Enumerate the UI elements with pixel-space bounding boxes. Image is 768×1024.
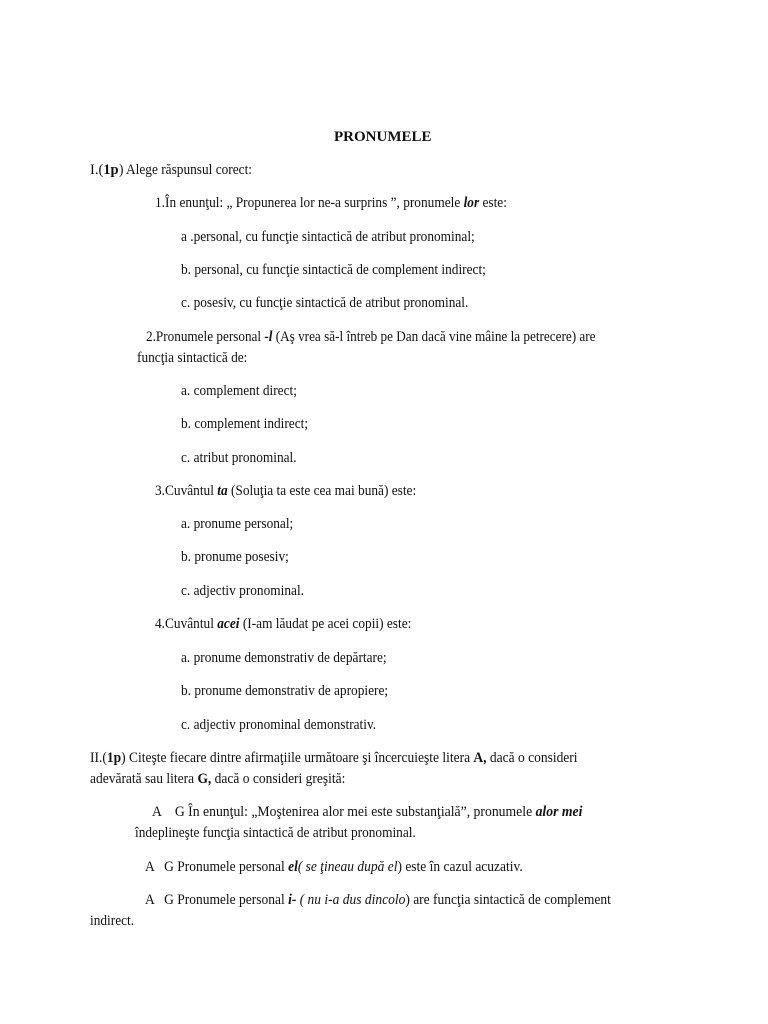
statement-3-suffix: ) are funcţia sintactică de complement [405,892,611,908]
question-3-option-c: c. adjectiv pronominal. [181,583,304,599]
statement-2-text: Pronumele personal [173,859,289,875]
section-2-points: 1p [106,750,122,766]
question-2-keyword: -l [264,329,273,345]
question-4-keyword: acei [217,616,240,632]
statement-2 [145,858,551,876]
question-1-option-a: a .personal, cu funcţie sintactică de atribut pronominal; [181,229,475,245]
question-2-option-c: c. atribut pronominal. [181,450,297,466]
question-4 [155,615,434,633]
question-3-keyword: ta [217,483,228,499]
question-4-suffix: (I-am lăudat pe acei copii) este: [239,616,412,632]
question-1-keyword: lor [463,195,480,211]
statement-3-keyword: i- [288,892,297,908]
statement-2-example: ( se ţineau după el [297,859,398,875]
section-2-line-2-text: adevărată sau litera [90,771,198,787]
question-2 [146,328,640,346]
section-2-line-2-end: dacă o consideri greşită: [211,771,346,787]
statement-3-example: ( nu i-a dus dincolo [296,892,406,908]
statement-2-keyword: el [288,859,298,875]
question-4-option-a: a. pronume demonstrativ de depărtare; [181,650,387,666]
question-1 [155,194,538,212]
question-4-text: 4.Cuvântul [155,616,218,632]
statement-2-ag[interactable]: A G [145,859,174,875]
section-2-instruction: ) Citeşte fiecare dintre afirmaţiile următoare şi încercuieşte litera [121,750,474,766]
statement-1-text: În enunţul: „Moştenirea alor mei este substanţială”, pronumele [184,804,536,820]
section-2-heading [90,749,614,767]
question-1-option-b: b. personal, cu funcţie sintactică de complement indirect; [181,262,486,278]
statement-3-text: Pronumele personal [173,892,289,908]
statement-1 [152,803,692,821]
question-1-suffix: este: [479,195,507,211]
letter-a: A, [473,750,487,766]
question-2-option-a: a. complement direct; [181,383,297,399]
statement-3 [145,891,646,909]
statement-3-ag[interactable]: A G [145,892,174,908]
section-1-heading [90,161,263,179]
statement-1-ag[interactable]: A G [152,804,185,820]
section-1-prefix: I.( [90,162,104,178]
question-4-option-b: b. pronume demonstrativ de apropiere; [181,683,389,699]
statement-2-suffix: ) este în cazul acuzativ. [397,859,523,875]
page-title: PRONUMELE [334,129,432,145]
section-1-points: 1p [103,162,119,178]
section-2-instruction-end: dacă o consideri [486,750,578,766]
question-3 [155,482,439,500]
question-3-option-b: b. pronume posesiv; [181,549,289,565]
question-4-option-c: c. adjectiv pronominal demonstrativ. [181,717,377,733]
section-1-instruction: ) Alege răspunsul corect: [118,162,252,178]
question-1-option-c: c. posesiv, cu funcţie sintactică de atribut pronominal. [181,295,469,311]
statement-1-keyword: alor mei [535,804,583,820]
question-2-line-2: funcţia sintactică de: [137,350,248,366]
statement-3-line-2: indirect. [90,913,135,929]
question-1-text: 1.În enunţul: „ Propunerea lor ne-a surprins ”, pronumele [155,195,464,211]
statement-1-line-2: îndeplineşte funcţia sintactică de atribut pronominal. [135,825,416,841]
question-3-text: 3.Cuvântul [155,483,218,499]
letter-g: G, [197,771,212,787]
question-3-option-a: a. pronume personal; [181,516,294,532]
section-2-prefix: II.( [90,750,107,766]
question-2-text: 2.Pronumele personal [146,329,265,345]
section-2-heading-line-2 [90,770,365,788]
question-3-suffix: (Soluţia ta este cea mai bună) este: [227,483,417,499]
question-2-suffix: (Aş vrea să-l întreb pe Dan dacă vine mâine la petrecere) are [272,329,596,345]
question-2-option-b: b. complement indirect; [181,416,309,432]
